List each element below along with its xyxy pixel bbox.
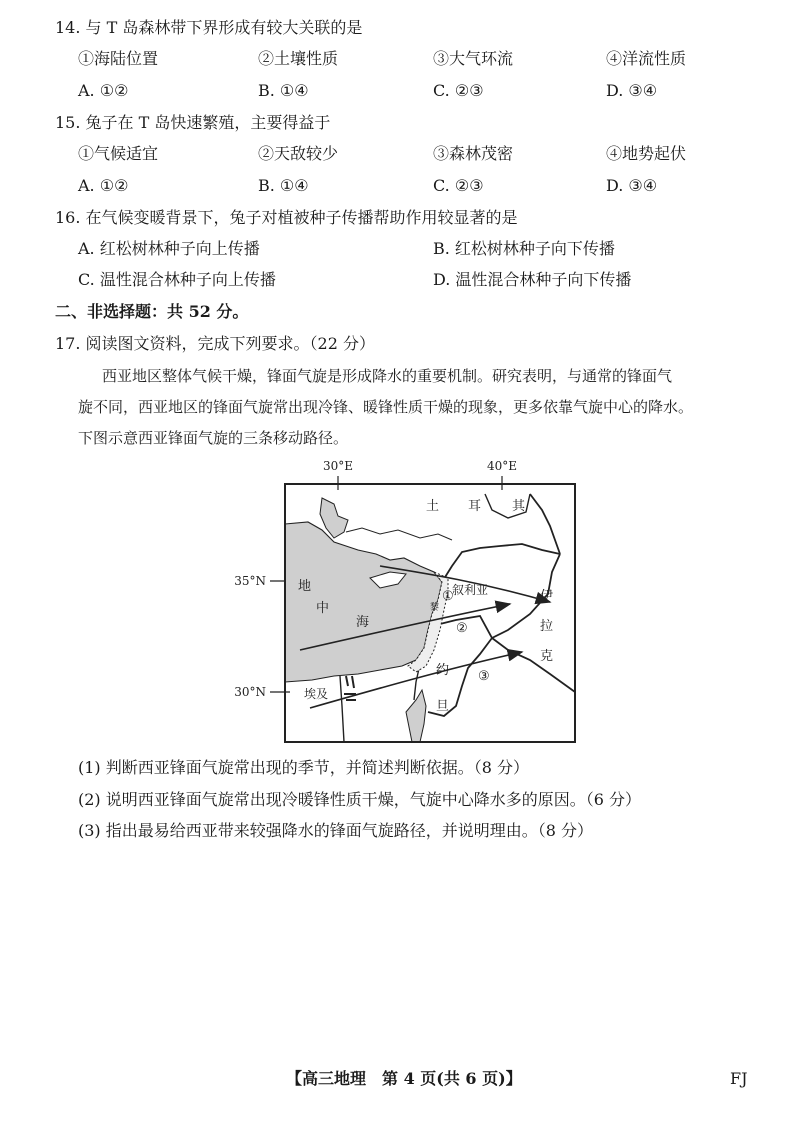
q15-item-4: ④地势起伏: [606, 144, 687, 163]
q17-passage-line-2: 旋不同，西亚地区的锋面气旋常出现冷锋、暖锋性质干燥的现象，更多依靠气旋中心的降水。: [78, 398, 694, 416]
border-jordan-iraq: [492, 638, 575, 692]
q14-option-b: B. ①④: [258, 81, 309, 100]
label-med-2: 中: [316, 601, 330, 616]
route-3-label: ③: [478, 669, 490, 684]
route-1-label: ①: [442, 589, 454, 604]
label-turkey-3: 其: [512, 499, 526, 514]
page-footer: 【高三地理 第 4 页(共 6 页)】: [286, 1069, 522, 1088]
q16-option-d: D. 温性混合林种子向下传播: [433, 270, 632, 289]
q15-option-a: A. ①②: [78, 176, 129, 195]
q16-option-c: C. 温性混合林种子向上传播: [78, 270, 276, 289]
label-syria: 叙利亚: [452, 583, 489, 597]
q15-item-2: ②天敌较少: [258, 144, 339, 163]
q15-option-b: B. ①④: [258, 176, 309, 195]
section-2-title: 二、非选择题：共 52 分。: [55, 302, 249, 321]
label-lebanon: 黎: [430, 603, 440, 613]
q14-stem: 14. 与 T 岛森林带下界形成有较大关联的是: [55, 18, 363, 37]
q15-option-d: D. ③④: [606, 176, 658, 195]
lon-label-40e: 40°E: [486, 459, 518, 473]
label-jordan-2: 旦: [436, 699, 450, 714]
label-iraq-1: 伊: [540, 589, 554, 604]
label-turkey-1: 土: [426, 499, 440, 514]
label-turkey-2: 耳: [468, 499, 482, 514]
red-sea: [406, 690, 426, 742]
border-turkey-syria: [442, 544, 560, 582]
route-2-label: ②: [456, 621, 468, 636]
q14-option-d: D. ③④: [606, 81, 658, 100]
map-svg: [230, 454, 590, 754]
paper-code: FJ: [730, 1069, 748, 1088]
q14-item-4: ④洋流性质: [606, 49, 687, 68]
label-iraq-3: 克: [540, 649, 554, 664]
q15-item-1: ①气候适宜: [78, 144, 159, 163]
q16-option-a: A. 红松树林种子向上传播: [78, 239, 260, 258]
q15-option-c: C. ②③: [433, 176, 484, 195]
border-iraq-east: [530, 494, 560, 554]
q14-item-3: ③大气环流: [433, 49, 514, 68]
q14-item-2: ②土壤性质: [258, 49, 339, 68]
label-egypt: 埃及: [304, 687, 329, 701]
turkey-coast: [346, 528, 452, 540]
q17-stem: 17. 阅读图文资料，完成下列要求。（22 分）: [55, 334, 375, 353]
label-med-1: 地: [298, 579, 312, 594]
q14-option-c: C. ②③: [433, 81, 484, 100]
q16-option-b: B. 红松树林种子向下传播: [433, 239, 615, 258]
q15-item-3: ③森林茂密: [433, 144, 514, 163]
q17-sub-3: (3) 指出最易给西亚带来较强降水的锋面气旋路径，并说明理由。（8 分）: [78, 821, 594, 840]
q14-option-a: A. ①②: [78, 81, 129, 100]
q15-stem: 15. 兔子在 T 岛快速繁殖，主要得益于: [55, 113, 331, 132]
q17-passage-line-3: 下图示意西亚锋面气旋的三条移动路径。: [78, 429, 349, 447]
lat-label-35n: 35°N: [234, 574, 266, 588]
q17-sub-1: (1) 判断西亚锋面气旋常出现的季节，并简述判断依据。（8 分）: [78, 758, 530, 777]
label-med-3: 海: [356, 615, 370, 630]
q16-stem: 16. 在气候变暖背景下，兔子对植被种子传播帮助作用较显著的是: [55, 208, 518, 227]
q14-item-1: ①海陆位置: [78, 49, 159, 68]
west-asia-map: [230, 454, 590, 754]
q17-passage-line-1: 西亚地区整体气候干燥，锋面气旋是形成降水的重要机制。研究表明，与通常的锋面气: [102, 367, 673, 385]
lat-label-30n: 30°N: [234, 685, 266, 699]
q17-sub-2: (2) 说明西亚锋面气旋常出现冷暖锋性质干燥，气旋中心降水多的原因。（6 分）: [78, 790, 642, 809]
label-iraq-2: 拉: [540, 619, 554, 634]
label-jordan-1: 约: [436, 663, 450, 678]
lon-label-30e: 30°E: [322, 459, 354, 473]
border-egypt-sinai: [340, 676, 344, 742]
